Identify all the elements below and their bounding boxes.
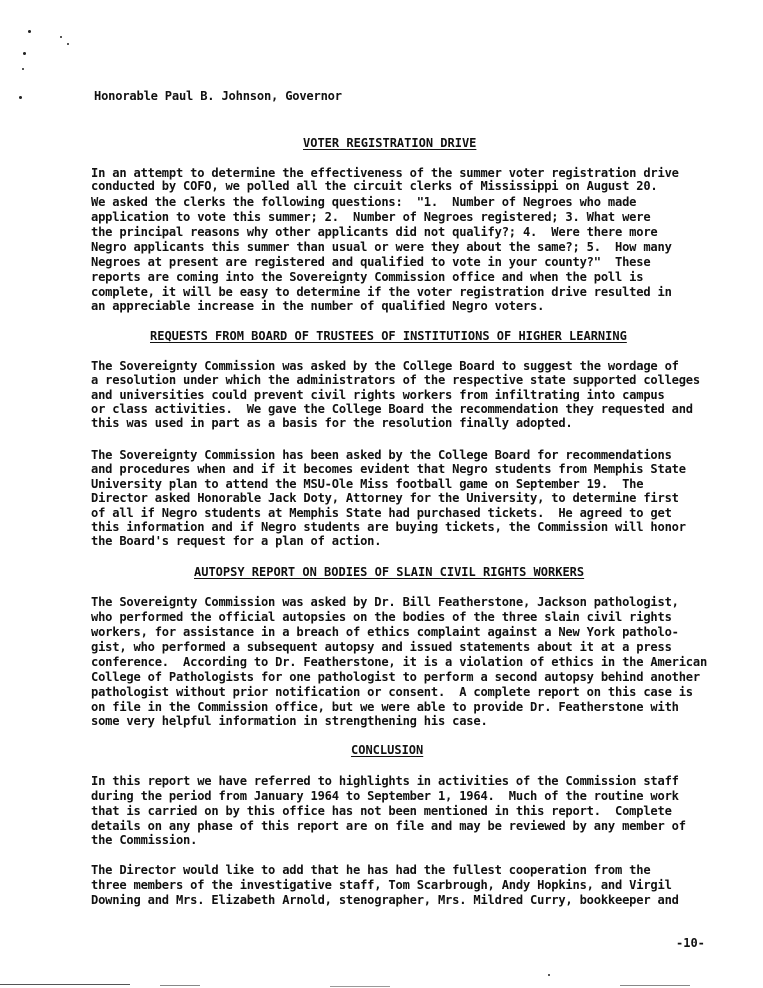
scan-speck [548,974,550,976]
paragraph-line: the principal reasons why other applicants did not qualify?; 4. Were there more [91,225,658,239]
paragraph-line: the Board's request for a plan of action. [91,534,382,548]
scan-speck [28,30,31,33]
paragraph-line: conference. According to Dr. Featherstone, it is a violation of ethics in the American [91,655,708,669]
paragraph-line: and procedures when and if it becomes evident that Negro students from Memphis State [91,462,686,476]
paragraph-line: an appreciable increase in the number of qualified Negro voters. [91,299,545,313]
paragraph-line: The Sovereignty Commission has been asked by the College Board for recommendations [91,448,672,462]
paragraph-line: gist, who performed a subsequent autopsy and issued statements about it at a press [91,640,672,654]
section-heading-requests-from-board: REQUESTS FROM BOARD OF TRUSTEES OF INSTITUTIONS OF HIGHER LEARNING [150,329,627,343]
paragraph-line: Negro applicants this summer than usual or were they about the same?; 5. How many [91,240,672,254]
paragraph-line: this was used in part as a basis for the resolution finally adopted. [91,416,573,430]
scan-edge-line [0,984,130,985]
addressee: Honorable Paul B. Johnson, Governor [94,89,342,103]
scan-edge-line [160,985,200,986]
paragraph-line: three members of the investigative staff, Tom Scarbrough, Andy Hopkins, and Virgil [91,878,672,892]
paragraph-line: or class activities. We gave the College Board the recommendation they requested and [91,402,693,416]
section-heading-voter-registration: VOTER REGISTRATION DRIVE [303,136,477,150]
paragraph-line: The Director would like to add that he has had the fullest cooperation from the [91,863,651,877]
paragraph-line: on file in the Commission office, but we were able to provide Dr. Featherstone with [91,700,679,714]
paragraph-line: of all if Negro students at Memphis State had purchased tickets. He agreed to get [91,506,672,520]
paragraph-line: University plan to attend the MSU-Ole Miss football game on September 19. The [91,477,644,491]
scan-speck [22,68,24,70]
paragraph-line: In an attempt to determine the effectiveness of the summer voter registration drive [91,166,679,180]
paragraph-line: a resolution under which the administrators of the respective state supported colleges [91,373,700,387]
paragraph-line: College of Pathologists for one pathologist to perform a second autopsy behind another [91,670,700,684]
section-heading-conclusion: CONCLUSION [351,743,424,757]
paragraph-line: the Commission. [91,833,198,847]
paragraph-line: workers, for assistance in a breach of ethics complaint against a New York patholo- [91,625,679,639]
paragraph-line: during the period from January 1964 to September 1, 1964. Much of the routine work [91,789,679,803]
scan-speck [67,43,69,45]
paragraph-line: and universities could prevent civil rights workers from infiltrating into campus [91,388,665,402]
paragraph-line: Negroes at present are registered and qualified to vote in your county?" These [91,255,651,269]
paragraph-line: reports are coming into the Sovereignty Commission office and when the poll is [91,270,644,284]
paragraph-line: who performed the official autopsies on the bodies of the three slain civil rights [91,610,672,624]
paragraph-line: application to vote this summer; 2. Number of Negroes registered; 3. What were [91,210,651,224]
paragraph-line: pathologist without prior notification or consent. A complete report on this case is [91,685,693,699]
page-number: -10- [676,936,705,950]
paragraph-line: complete, it will be easy to determine if the voter registration drive resulted in [91,285,672,299]
paragraph-line: conducted by COFO, we polled all the circuit clerks of Mississippi on August 20. [91,179,658,193]
paragraph-line: The Sovereignty Commission was asked by Dr. Bill Featherstone, Jackson pathologist, [91,595,679,609]
paragraph-line: details on any phase of this report are on file and may be reviewed by any member of [91,819,686,833]
paragraph-line: this information and if Negro students are buying tickets, the Commission will honor [91,520,686,534]
paragraph-line: some very helpful information in strengthening his case. [91,714,488,728]
paragraph-line: Downing and Mrs. Elizabeth Arnold, stenographer, Mrs. Mildred Curry, bookkeeper and [91,893,679,907]
paragraph-line: that is carried on by this office has not been mentioned in this report. Complete [91,804,672,818]
scan-speck [19,96,22,99]
paragraph-line: The Sovereignty Commission was asked by the College Board to suggest the wordage of [91,359,679,373]
scan-edge-line [620,985,690,986]
scan-speck [60,36,62,38]
paragraph-line: Director asked Honorable Jack Doty, Attorney for the University, to determine first [91,491,679,505]
section-heading-autopsy-report: AUTOPSY REPORT ON BODIES OF SLAIN CIVIL RIGHTS WORKERS [194,565,585,579]
scan-edge-line [330,986,390,987]
paragraph-line: We asked the clerks the following questions: "1. Number of Negroes who made [91,195,637,209]
paragraph-line: In this report we have referred to highlights in activities of the Commission staff [91,774,679,788]
scan-speck [23,52,26,55]
